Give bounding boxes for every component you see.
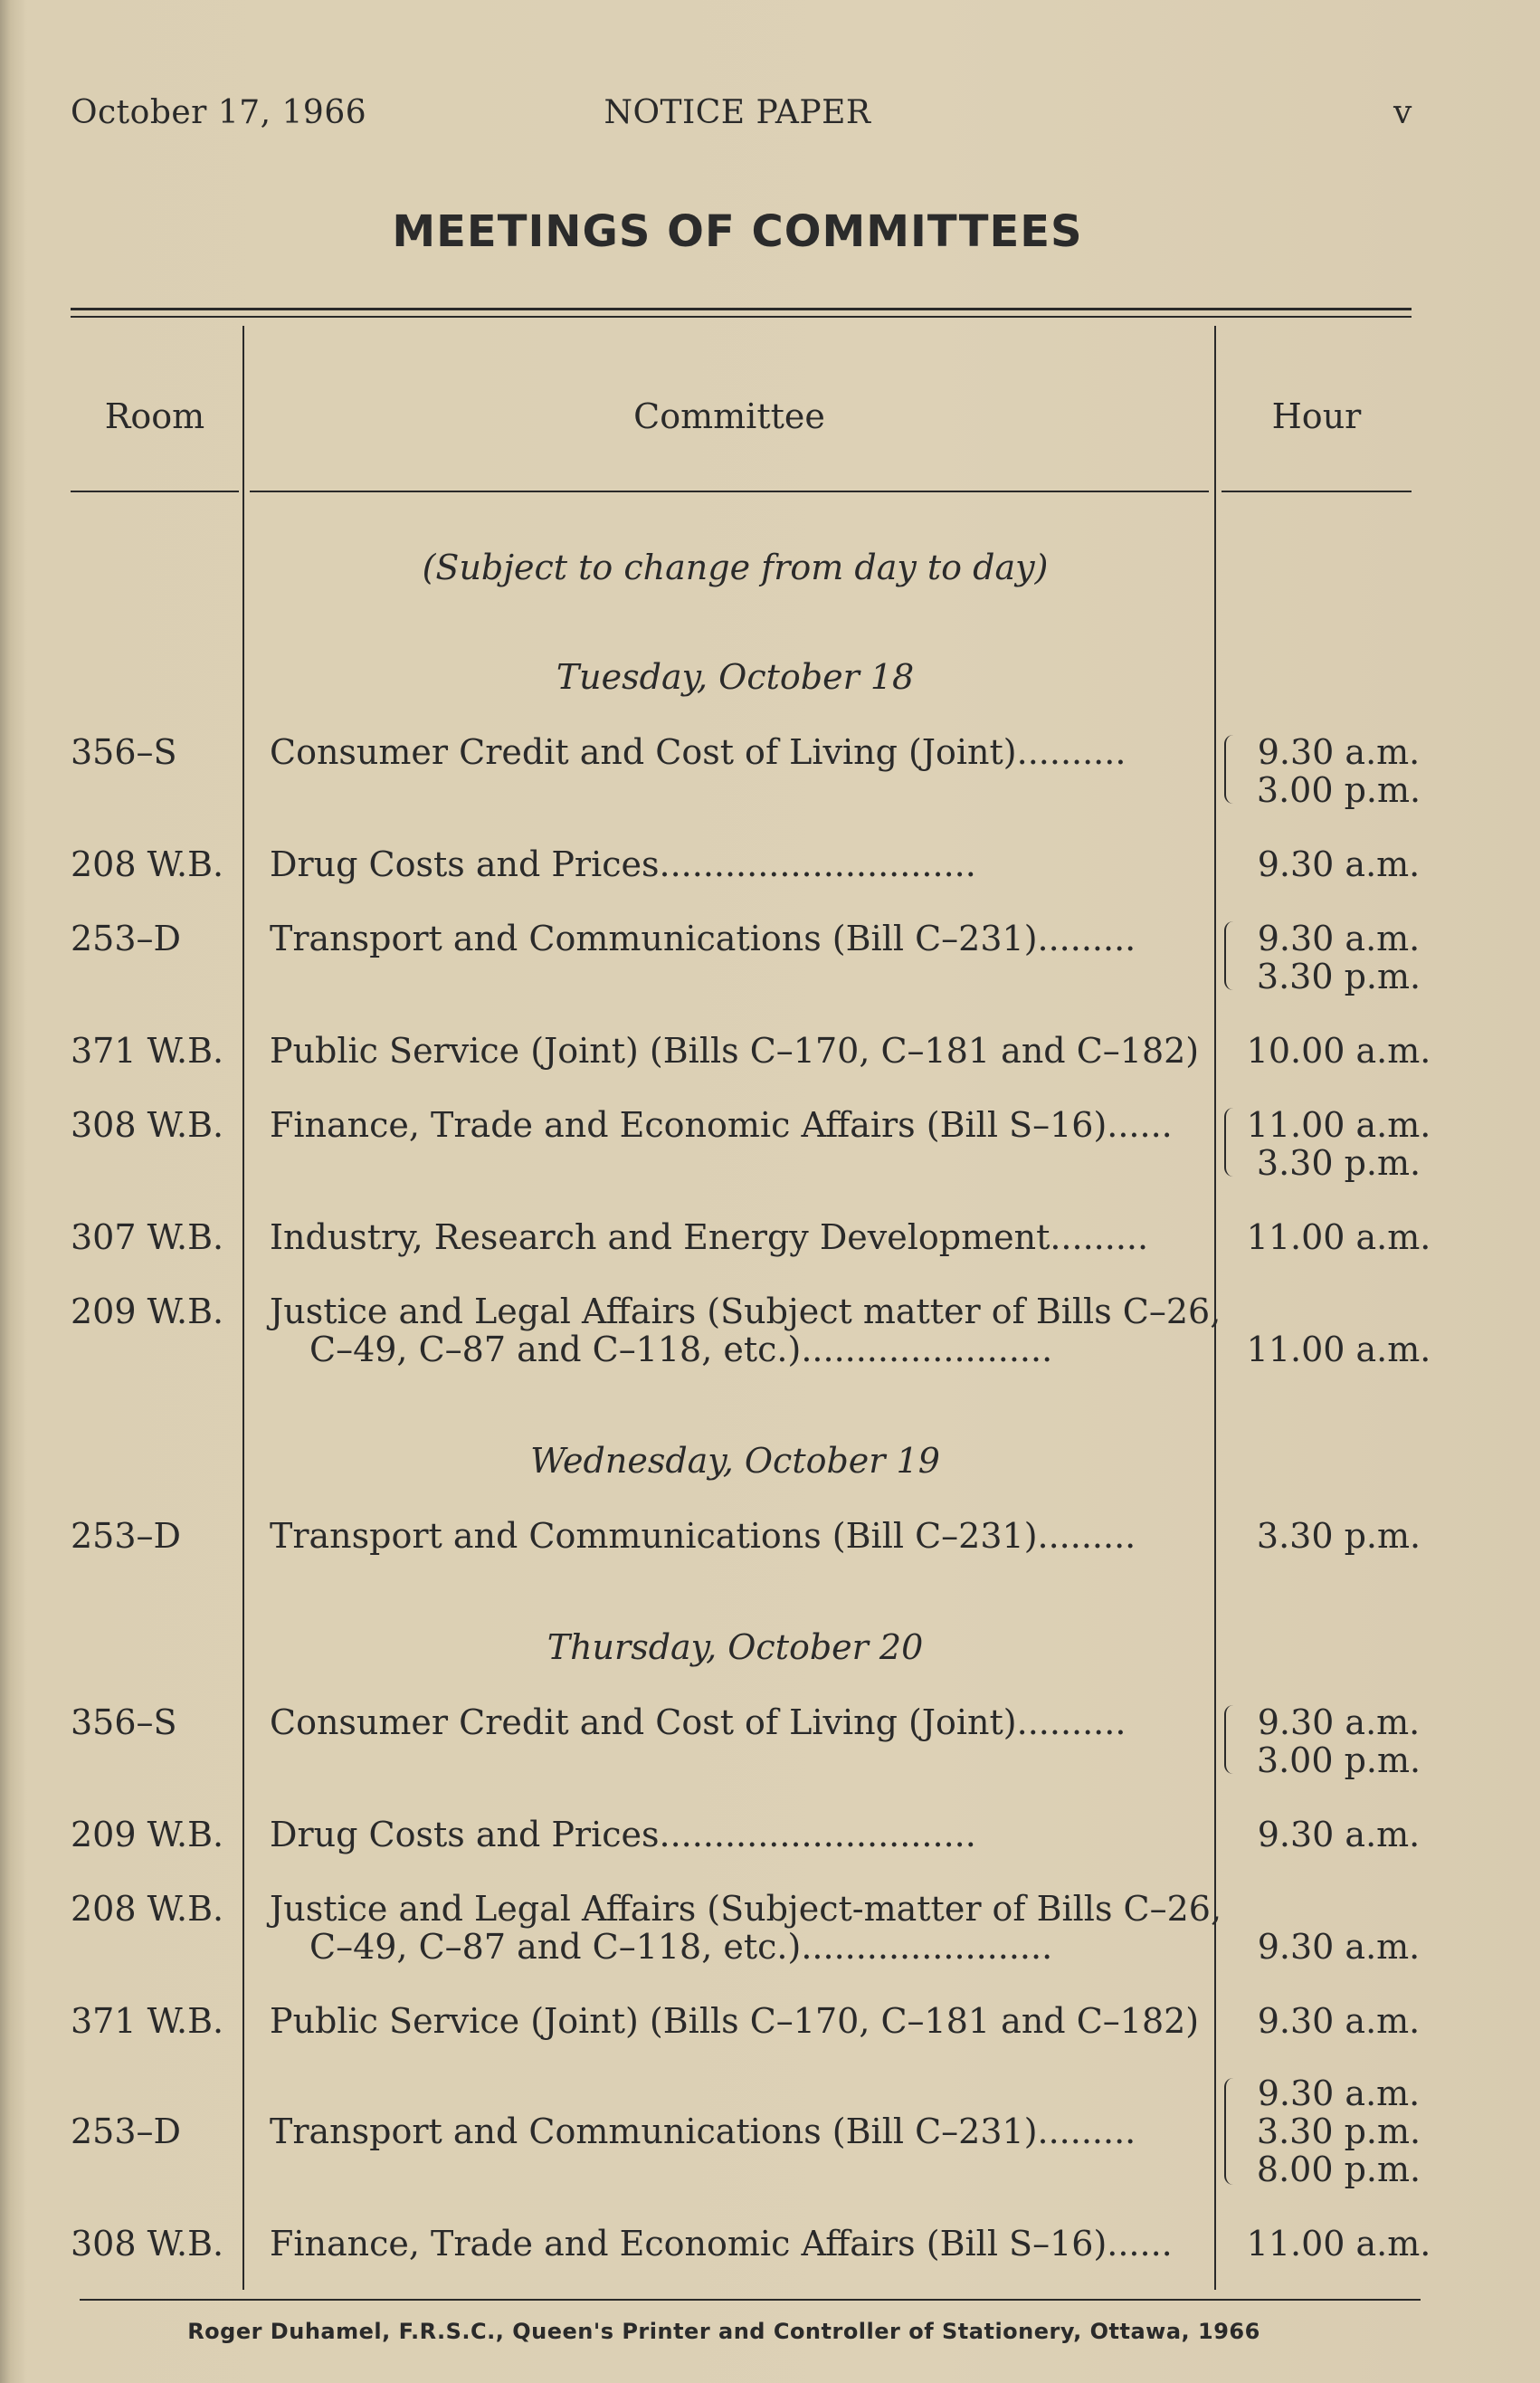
day-heading: Tuesday, October 18: [556, 657, 915, 697]
schedule-note: (Subject to change from day to day): [422, 548, 1049, 587]
hour-value: 9.30 a.m.: [1257, 1702, 1421, 1742]
hour-cell: [1223, 2074, 1454, 2188]
room-cell: 356–S: [71, 1702, 177, 1742]
hour-value: 3.30 p.m.: [1256, 1143, 1421, 1183]
room-cell: 307 W.B.: [71, 1217, 224, 1257]
day-heading: Thursday, October 20: [547, 1627, 924, 1667]
room-cell: 308 W.B.: [71, 2224, 224, 2264]
room-cell: 356–S: [71, 732, 177, 772]
hour-cell: [1223, 920, 1454, 996]
hour-cell: [1223, 845, 1454, 883]
room-cell: 209 W.B.: [71, 1815, 224, 1854]
room-cell: 371 W.B.: [71, 1031, 224, 1071]
committee-cell: [270, 1889, 1222, 1967]
committee-cell: [270, 1292, 1222, 1369]
hour-value: 11.00 a.m.: [1246, 1105, 1431, 1145]
header-date: October 17, 1966: [71, 94, 367, 131]
table-top-rule-2: [71, 316, 1412, 318]
hour-value: 3.00 p.m.: [1256, 770, 1421, 810]
column-header-hour: Hour: [1271, 396, 1362, 436]
printer-imprint: Roger Duhamel, F.R.S.C., Queen's Printer and Controller of Stationery, Ottawa, 1966: [187, 2319, 1260, 2344]
hour-value: 9.30 a.m.: [1257, 1927, 1421, 1967]
hour-value: 9.30 a.m.: [1257, 2073, 1421, 2113]
committee-cell: Transport and Communications (Bill C–231).........: [270, 919, 1136, 958]
room-cell: 209 W.B.: [71, 1292, 224, 1331]
committee-cell: Finance, Trade and Economic Affairs (Bill S–16)......: [270, 1105, 1173, 1145]
header-page-number: v: [1393, 94, 1412, 131]
committee-line: C–49, C–87 and C–118, etc.).......................: [309, 1927, 1053, 1967]
hour-value: 3.30 p.m.: [1256, 957, 1421, 996]
column-divider-left: [242, 326, 244, 2290]
header-underline-committee: [250, 491, 1209, 492]
committee-line: Justice and Legal Affairs (Subject matter of Bills C–26,: [270, 1292, 1222, 1331]
header-underline-room: [71, 491, 239, 492]
committee-cell: Finance, Trade and Economic Affairs (Bill S–16)......: [270, 2224, 1173, 2264]
hour-value: 11.00 a.m.: [1246, 1330, 1431, 1369]
hour-cell: [1223, 1928, 1454, 1966]
hour-cell: [1223, 1032, 1454, 1070]
hour-value: 9.30 a.m.: [1257, 844, 1421, 884]
committee-line: C–49, C–87 and C–118, etc.).......................: [309, 1330, 1053, 1369]
hour-cell: [1223, 2002, 1454, 2040]
day-heading: Wednesday, October 19: [530, 1441, 940, 1481]
hour-value: 3.00 p.m.: [1256, 1740, 1421, 1780]
hour-cell: [1223, 733, 1454, 809]
hour-value: 9.30 a.m.: [1257, 1815, 1421, 1854]
hour-value: 10.00 a.m.: [1246, 1031, 1431, 1071]
hour-cell: [1223, 1218, 1454, 1256]
committee-cell: Transport and Communications (Bill C–231).........: [270, 1516, 1136, 1556]
committee-cell: Transport and Communications (Bill C–231).........: [270, 2111, 1136, 2151]
table-top-rule: [71, 308, 1412, 310]
hour-value: 11.00 a.m.: [1246, 1217, 1431, 1257]
committee-cell: Drug Costs and Prices.............................: [270, 1815, 976, 1854]
committee-cell: Consumer Credit and Cost of Living (Joint)..........: [270, 732, 1126, 772]
header-underline-hour: [1222, 491, 1412, 492]
room-cell: 253–D: [71, 2111, 181, 2151]
hour-value: 11.00 a.m.: [1246, 2224, 1431, 2264]
room-cell: 308 W.B.: [71, 1105, 224, 1145]
hour-cell: [1223, 1330, 1454, 1368]
hour-value: 9.30 a.m.: [1257, 732, 1421, 772]
page-title: MEETINGS OF COMMITTEES: [392, 206, 1083, 257]
committee-cell: Drug Costs and Prices.............................: [270, 844, 976, 884]
hour-value: 3.30 p.m.: [1256, 2111, 1421, 2151]
committee-cell: Industry, Research and Energy Development.........: [270, 1217, 1149, 1257]
column-header-committee: Committee: [633, 396, 825, 436]
committee-cell: Public Service (Joint) (Bills C–170, C–181 and C–182): [270, 2001, 1200, 2041]
hour-cell: [1223, 1816, 1454, 1854]
column-header-room: Room: [104, 396, 205, 436]
hour-value: 9.30 a.m.: [1257, 2001, 1421, 2041]
hour-cell: [1223, 1517, 1454, 1555]
room-cell: 253–D: [71, 1516, 181, 1556]
hour-value: 3.30 p.m.: [1256, 1516, 1421, 1556]
committee-line: Justice and Legal Affairs (Subject-matter of Bills C–26,: [270, 1889, 1222, 1929]
hour-cell: [1223, 2225, 1454, 2263]
room-cell: 253–D: [71, 919, 181, 958]
room-cell: 371 W.B.: [71, 2001, 224, 2041]
table-bottom-rule: [80, 2299, 1421, 2301]
hour-value: 8.00 p.m.: [1256, 2149, 1421, 2189]
committee-cell: Consumer Credit and Cost of Living (Joint)..........: [270, 1702, 1126, 1742]
room-cell: 208 W.B.: [71, 1889, 224, 1929]
header-publication: NOTICE PAPER: [604, 94, 871, 131]
room-cell: 208 W.B.: [71, 844, 224, 884]
hour-cell: [1223, 1703, 1454, 1779]
hour-cell: [1223, 1106, 1454, 1182]
committee-cell: Public Service (Joint) (Bills C–170, C–181 and C–182): [270, 1031, 1200, 1071]
hour-value: 9.30 a.m.: [1257, 919, 1421, 958]
